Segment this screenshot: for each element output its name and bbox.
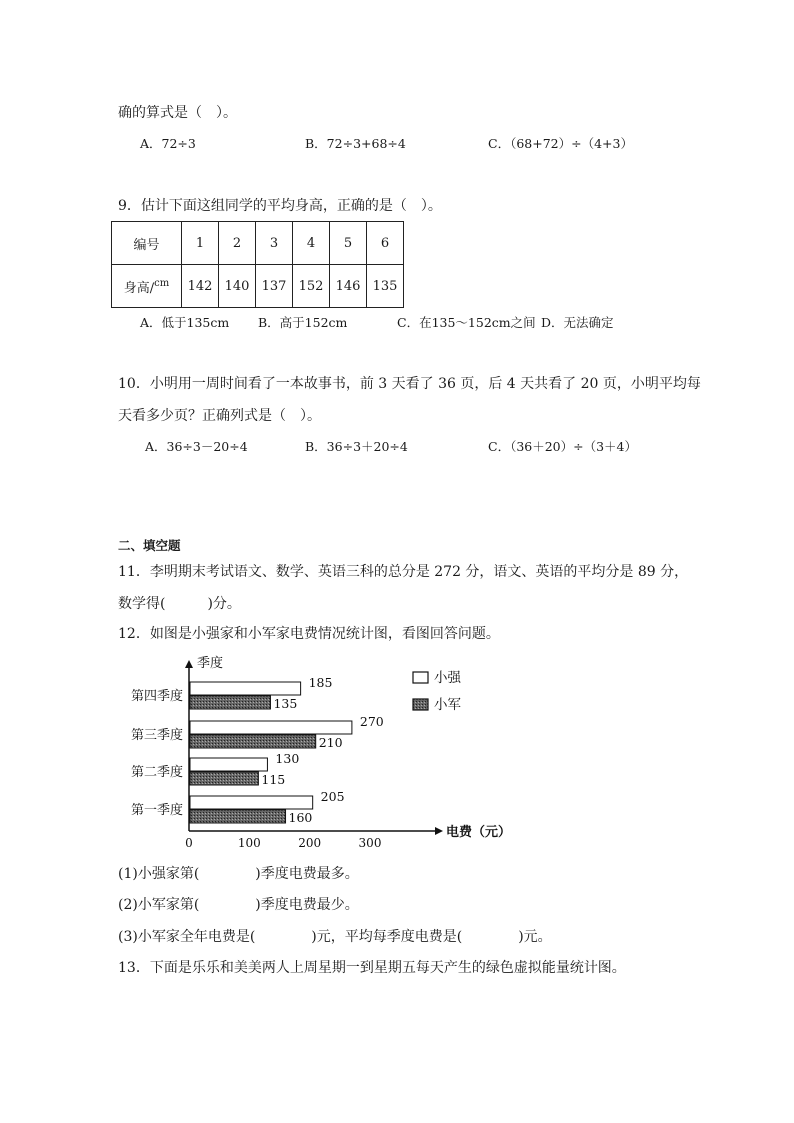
bar-xiaoqiang [190, 682, 301, 695]
table-cell: 2 [219, 222, 256, 265]
q12-sub3: (3)小军家全年电费是( )元，平均每季度电费是( )元。 [118, 929, 552, 945]
y-axis-label: 季度 [197, 656, 224, 671]
table-cell: 6 [367, 222, 404, 265]
data-label: 185 [308, 675, 333, 690]
q12-sub2: (2)小军家第( )季度电费最少。 [118, 897, 359, 913]
table-cell: 3 [256, 222, 293, 265]
q11-line1: 11．李明期末考试语文、数学、英语三科的总分是 272 分，语文、英语的平均分是 89 分， [118, 564, 689, 580]
data-label: 115 [261, 772, 286, 787]
y-axis-arrow [185, 660, 193, 668]
q11-line2: 数学得( )分。 [118, 596, 241, 612]
category-label: 第一季度 [130, 803, 183, 818]
legend-label: 小军 [434, 697, 461, 713]
table-cell: 5 [330, 222, 367, 265]
electricity-bar-chart [110, 650, 530, 855]
q10-line2: 天看多少页？正确列式是（ ）。 [118, 408, 321, 424]
table-cell: 142 [182, 265, 219, 308]
data-label: 205 [320, 789, 345, 804]
q8-option-b[interactable]: B．72÷3+68÷4 [305, 136, 406, 151]
legend-swatch-xiaojun [413, 699, 428, 710]
q8-option-a[interactable]: A．72÷3 [140, 136, 196, 151]
q12-stem: 12．如图是小强家和小军家电费情况统计图，看图回答问题。 [118, 626, 500, 642]
q10-option-b[interactable]: B．36÷3＋20÷4 [305, 439, 408, 454]
data-label: 135 [273, 696, 298, 711]
q10-option-c[interactable]: C．（36＋20）÷（3＋4） [488, 439, 638, 454]
table-header-id: 编号 [112, 222, 182, 265]
x-tick-label: 100 [237, 836, 261, 850]
data-label: 210 [318, 735, 343, 750]
x-tick-label: 0 [185, 836, 193, 850]
category-label: 第二季度 [130, 765, 183, 780]
q12-sub1: (1)小强家第( )季度电费最多。 [118, 866, 359, 882]
table-cell: 135 [367, 265, 404, 308]
category-label: 第四季度 [130, 689, 183, 704]
x-axis-label: 电费（元） [446, 825, 512, 840]
q8-option-c[interactable]: C．（68+72）÷（4+3） [488, 136, 633, 151]
table-cell: 146 [330, 265, 367, 308]
table-cell: 137 [256, 265, 293, 308]
q10-option-a[interactable]: A．36÷3－20÷4 [145, 439, 248, 454]
q9-option-c[interactable]: C．在135～152cm之间 [397, 315, 536, 330]
category-label: 第三季度 [130, 728, 183, 743]
bar-xiaoqiang [190, 758, 267, 771]
x-axis-arrow [435, 827, 443, 835]
x-tick-label: 200 [298, 836, 322, 850]
table-row [112, 265, 404, 308]
q9-option-b[interactable]: B．高于152cm [258, 315, 348, 330]
table-cell: 152 [293, 265, 330, 308]
legend-label: 小强 [434, 670, 461, 686]
q8-stem-tail: 确的算式是（ ）。 [118, 105, 237, 121]
bar-xiaojun [190, 696, 270, 709]
q10-line1: 10．小明用一周时间看了一本故事书，前 3 天看了 36 页，后 4 天共看了 20 页，小明平均每 [118, 376, 701, 392]
table-cell: 1 [182, 222, 219, 265]
data-label: 270 [359, 714, 384, 729]
height-unit: cm [154, 277, 170, 289]
data-label: 130 [275, 751, 300, 766]
table-cell: 4 [293, 222, 330, 265]
data-label: 160 [288, 810, 313, 825]
x-tick-label: 300 [358, 836, 382, 850]
height-label: 身高/ [123, 280, 155, 296]
height-table [111, 221, 404, 308]
bar-xiaoqiang [190, 796, 313, 809]
q9-option-a[interactable]: A．低于135cm [140, 315, 230, 330]
legend-swatch-xiaoqiang [413, 672, 428, 683]
q9-option-d[interactable]: D．无法确定 [541, 315, 614, 330]
table-row [112, 222, 404, 265]
section-title: 二、填空题 [118, 538, 181, 553]
bar-xiaojun [190, 810, 286, 823]
bar-xiaojun [190, 735, 316, 748]
bar-xiaoqiang [190, 721, 352, 734]
q9-stem: 9．估计下面这组同学的平均身高，正确的是（ ）。 [118, 198, 442, 214]
bar-xiaojun [190, 772, 258, 785]
table-cell: 140 [219, 265, 256, 308]
table-header-height [112, 265, 182, 308]
q13-stem: 13．下面是乐乐和美美两人上周星期一到星期五每天产生的绿色虚拟能量统计图。 [118, 960, 626, 976]
